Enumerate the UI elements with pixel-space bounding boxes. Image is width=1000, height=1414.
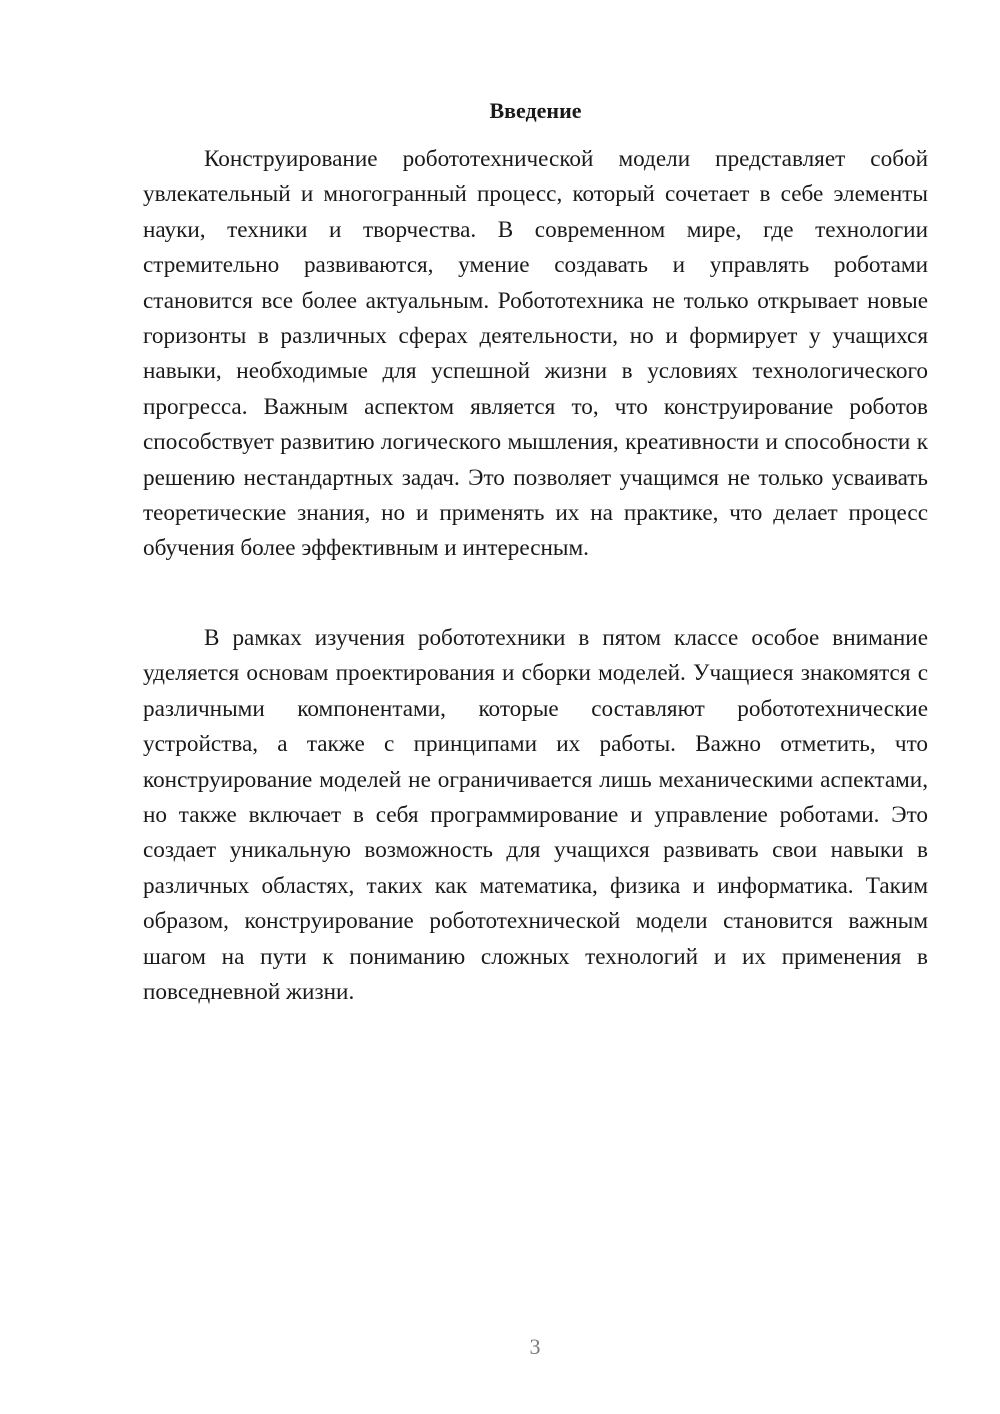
section-heading: Введение	[489, 98, 582, 123]
paragraph-fifth-grade: В рамках изучения робототехники в пятом классе особое внимание уделяется основам проектирования и сборки моделей. Учащиеся знакомятся с различными компонентами, которые составляют робототехнические устройства, а также с принципами их работы. Важно отметить, что конструирование моделей не ограничивается лишь механическими аспектами, но также включает в себя программирование и управление роботами. Это создает уникальную возможность для учащихся развивать свои навыки в различных областях, таких как математика, физика и информатика. Таким образом, конструирование робототехнической модели становится важным шагом на пути к пониманию сложных технологий и их применения в повседневной жизни.	[143, 625, 928, 1006]
page-number: 3	[529, 1334, 541, 1359]
paragraph-intro: Конструирование робототехнической модели представляет собой увлекательный и многогранный процесс, который сочетает в себе элементы науки, техники и творчества. В современном мире, где технологии стремительно развиваются, умение создавать и управлять роботами становится все более актуальным. Робототехника не только открывает новые горизонты в различных сферах деятельности, но и формирует у учащихся навыки, необходимые для успешной жизни в условиях технологического прогресса. Важным аспектом является то, что конструирование роботов способствует развитию логического мышления, креативности и способности к решению нестандартных задач. Это позволяет учащимся не только усваивать теоретические знания, но и применять их на практике, что делает процесс обучения более эффективным и интересным.	[143, 146, 928, 562]
